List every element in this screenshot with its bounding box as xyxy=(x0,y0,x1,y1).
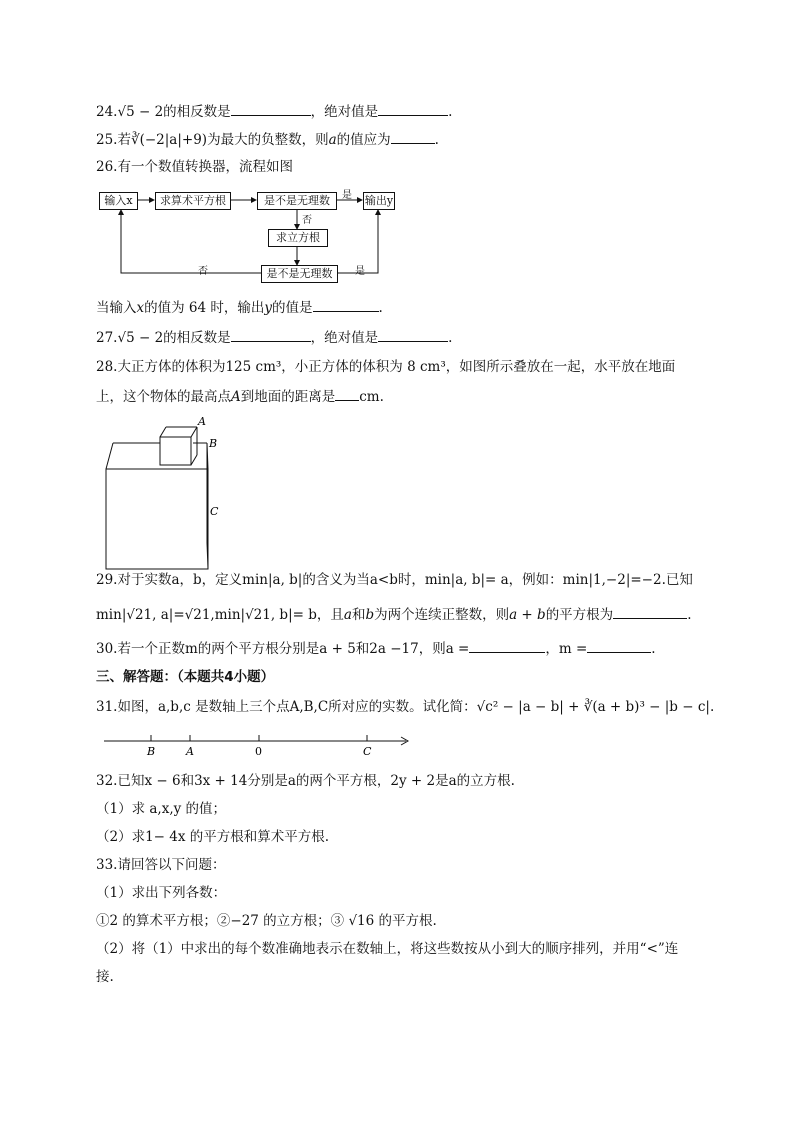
q29-text-e: 的平方根为 xyxy=(545,607,614,623)
cube-label-c: C xyxy=(210,505,219,518)
numberline-label-origin: 0 xyxy=(255,745,262,758)
q24-text1: 的相反数是 xyxy=(163,104,231,120)
q26b-text3: 的值是 xyxy=(272,300,313,316)
q27-expression: √5 − 2 xyxy=(117,330,164,346)
question-33-part2-line1: （2）将（1）中求出的每个数准确地表示在数轴上，将这些数按从小到大的顺序排列，并用“<”连 xyxy=(96,941,679,957)
q25-text1: 为最大的负整数，则 xyxy=(207,132,329,148)
question-32-part2: （2）求1− 4x 的平方根和算术平方根. xyxy=(96,829,330,845)
q25-var: a xyxy=(328,132,337,148)
q24-expression: √5 − 2 xyxy=(117,104,164,120)
flow-cbrt-box: 求立方根 xyxy=(268,229,328,247)
q29-text-b: 和 xyxy=(351,607,366,623)
q25-number: 25. xyxy=(96,132,118,148)
q28-point-a: A xyxy=(231,389,241,405)
q27-number: 27. xyxy=(96,330,118,346)
flow-yes-label-2: 是 xyxy=(355,266,365,277)
flow-sqrt-box: 求算术平方根 xyxy=(155,192,231,210)
question-32-part1: （1）求 a,x,y 的值； xyxy=(96,801,227,817)
q30-text2: ，m = xyxy=(545,641,588,657)
question-31: 31.如图，a,b,c 是数轴上三个点A,B,C所对应的实数。试化简：√c² − |a − b| + ∛(a + b)³ − |b − c|. xyxy=(96,699,715,715)
flow-no-label-2: 否 xyxy=(198,266,208,277)
section-3-heading: 三、解答题：（本题共4小题） xyxy=(96,669,275,685)
q25-text2: 的值应为 xyxy=(336,132,391,148)
numberline-label-a: A xyxy=(186,745,194,758)
q26b-end: . xyxy=(378,300,383,316)
flow-yes-label-1: 是 xyxy=(342,190,352,201)
q29-end: . xyxy=(687,607,692,623)
q24-end: . xyxy=(448,104,453,120)
q28-text1: 上，这个物体的最高点 xyxy=(96,389,231,405)
flow-output-box: 输出y xyxy=(363,192,395,210)
question-33: 33.请回答以下问题： xyxy=(96,857,226,873)
q29-var-a: a xyxy=(343,607,352,623)
q30-end: . xyxy=(651,641,656,657)
q26b-x: x xyxy=(136,300,145,316)
q29-var-b: b xyxy=(365,607,375,623)
q24-text2: ，绝对值是 xyxy=(310,104,379,120)
flow-irrational-box-2: 是不是无理数 xyxy=(261,265,338,283)
numberline-label-c: C xyxy=(363,745,372,758)
q30-text: 30.若一个正数m的两个平方根分别是a + 5和2a −17，则a = xyxy=(96,641,470,657)
q25-expression: ∛(−2|a|+9) xyxy=(130,132,208,148)
q28-end: cm. xyxy=(359,389,384,405)
flow-irrational-box-1: 是不是无理数 xyxy=(257,192,337,210)
question-32: 32.已知x − 6和3x + 14分别是a的两个平方根，2y + 2是a的立方根. xyxy=(96,773,515,789)
question-28-line1: 28.大正方体的体积为125 cm³，小正方体的体积为 8 cm³，如图所示叠放在一起，水平放在地面 xyxy=(96,359,676,375)
flow-no-label-1: 否 xyxy=(302,215,312,226)
question-33-part1: （1）求出下列各数： xyxy=(96,885,227,901)
q26b-text2: 的值为 64 时，输出 xyxy=(144,300,265,316)
q26b-y: y xyxy=(264,300,273,316)
cube-label-b: B xyxy=(209,437,218,450)
numberline-label-b: B xyxy=(147,745,156,758)
q29-text-d: a + b xyxy=(509,607,546,623)
q25-pre: 若 xyxy=(117,132,131,148)
q29-text-c: 为两个连续正整数，则 xyxy=(374,607,510,623)
cube-label-a: A xyxy=(198,415,206,428)
q27-text1: 的相反数是 xyxy=(163,330,231,346)
question-33-part2-line2: 接. xyxy=(96,969,114,985)
flow-input-box: 输入x xyxy=(99,192,138,210)
q27-end: . xyxy=(448,330,453,346)
q27-text2: ，绝对值是 xyxy=(310,330,379,346)
question-33-items: ①2 的算术平方根；②−27 的立方根；③ √16 的平方根. xyxy=(96,913,437,929)
q26-number: 26. xyxy=(96,159,118,175)
q24-number: 24. xyxy=(96,104,118,120)
question-29-line1: 29.对于实数a，b，定义min|a, b|的含义为当a<b时，min|a, b|= a，例如：min|1,−2|=−2.已知 xyxy=(96,572,693,588)
q25-end: . xyxy=(434,132,439,148)
q26b-text1: 当输入 xyxy=(96,300,137,316)
q26-text: 有一个数值转换器，流程如图 xyxy=(117,159,293,175)
q29-text-a: min|√21, a|=√21,min|√21, b|= b，且 xyxy=(96,607,344,623)
q28-text2: 到地面的距离是 xyxy=(240,389,336,405)
